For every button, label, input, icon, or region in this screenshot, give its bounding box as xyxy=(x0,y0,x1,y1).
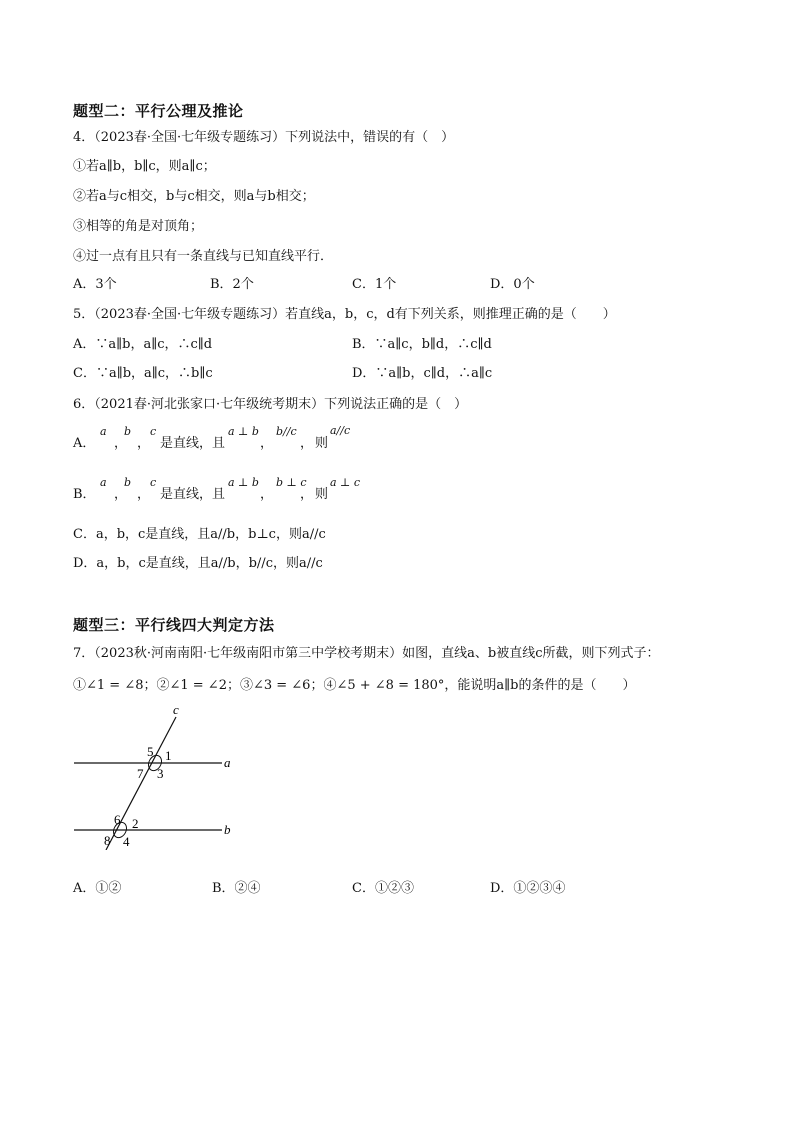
q7-stem: 7．（2023秋·河南南阳·七年级南阳市第三中学校考期末）如图，直线a、b被直线c所截，则下列式子： xyxy=(73,646,660,661)
q6-a-rel1: a ⊥ b xyxy=(228,425,259,438)
q6-b-rel1: a ⊥ b xyxy=(228,476,259,489)
angle-label-4: 4 xyxy=(123,834,130,849)
q6-a-sep-3: ， xyxy=(260,436,274,451)
q4-option-c: C．1个 xyxy=(352,277,397,292)
angle-label-2: 2 xyxy=(132,816,139,831)
q6-option-a-label: A． xyxy=(73,436,96,451)
q6-option-c: C．a，b，c是直线，且a//b，b⊥c，则a//c xyxy=(73,527,326,542)
q6-a-then: 则 xyxy=(315,436,329,451)
label-c: c xyxy=(173,702,179,717)
angle-label-5: 5 xyxy=(147,744,154,759)
q6-b-mid: 是直线，且 xyxy=(160,487,226,502)
q7-option-b: B．②④ xyxy=(212,881,261,896)
q6-a-var-b: b xyxy=(124,425,132,438)
q7-option-a: A．①② xyxy=(73,881,122,896)
q4-item-4: ④过一点有且只有一条直线与已知直线平行． xyxy=(73,249,334,264)
q7-option-d: D．①②③④ xyxy=(490,881,566,896)
q6-b-concl: a ⊥ c xyxy=(330,476,361,489)
angle-label-8: 8 xyxy=(104,833,111,848)
q6-a-sep-4: ， xyxy=(300,436,314,451)
q7-conditions: ①∠1 = ∠8；②∠1 = ∠2；③∠3 = ∠6；④∠5 + ∠8 = 180°，能说明a∥b的条件的是（ ） xyxy=(73,678,636,693)
q4-item-1: ①若a∥b，b∥c，则a∥c； xyxy=(73,159,216,174)
q4-item-2: ②若a与c相交，b与c相交，则a与b相交； xyxy=(73,189,315,204)
q4-item-3: ③相等的角是对顶角； xyxy=(73,219,204,234)
q6-b-var-c: c xyxy=(150,476,157,489)
section-heading-2: 题型二：平行公理及推论 xyxy=(73,102,244,120)
q6-b-var-a: a xyxy=(100,476,107,489)
q6-a-var-c: c xyxy=(150,425,157,438)
q6-b-rel2: b ⊥ c xyxy=(276,476,307,489)
q7-option-c: C．①②③ xyxy=(352,881,414,896)
q5-stem: 5．（2023春·全国·七年级专题练习）若直线a，b，c，d有下列关系，则推理正确的是（ ） xyxy=(73,307,616,322)
angle-label-6: 6 xyxy=(114,812,121,827)
angle-label-7: 7 xyxy=(137,766,144,781)
q4-option-a: A．3个 xyxy=(73,277,117,292)
transversal-figure xyxy=(70,700,250,850)
angle-label-1: 1 xyxy=(165,748,172,763)
q6-b-sep-1: ， xyxy=(114,487,128,502)
q6-b-sep-2: ， xyxy=(137,487,151,502)
q4-option-d: D．0个 xyxy=(490,277,535,292)
q6-option-d: D．a，b，c是直线，且a//b，b//c，则a//c xyxy=(73,556,323,571)
q6-a-sep-2: ， xyxy=(137,436,151,451)
section-heading-3: 题型三：平行线四大判定方法 xyxy=(73,616,275,634)
q6-a-concl: a//c xyxy=(330,424,351,437)
q5-option-c: C．∵a∥b，a∥c，∴b∥c xyxy=(73,366,213,381)
q4-stem: 4．（2023春·全国·七年级专题练习）下列说法中，错误的有（ ） xyxy=(73,130,455,145)
q6-a-mid: 是直线，且 xyxy=(160,436,226,451)
q6-stem: 6．（2021春·河北张家口·七年级统考期末）下列说法正确的是（ ） xyxy=(73,397,468,412)
q6-b-then: 则 xyxy=(315,487,329,502)
label-a: a xyxy=(224,755,231,770)
q6-a-rel2: b//c xyxy=(276,425,297,438)
q6-b-sep-3: ， xyxy=(260,487,274,502)
q6-b-sep-4: ， xyxy=(300,487,314,502)
angle-label-3: 3 xyxy=(157,766,164,781)
q6-a-var-a: a xyxy=(100,425,107,438)
q6-option-b-label: B． xyxy=(73,487,96,502)
label-b: b xyxy=(224,822,231,837)
q6-a-sep-1: ， xyxy=(114,436,128,451)
q5-option-a: A．∵a∥b，a∥c，∴c∥d xyxy=(73,337,213,352)
q6-b-var-b: b xyxy=(124,476,132,489)
q5-option-b: B．∵a∥c，b∥d，∴c∥d xyxy=(352,337,492,352)
q5-option-d: D．∵a∥b，c∥d，∴a∥c xyxy=(352,366,493,381)
q4-option-b: B．2个 xyxy=(210,277,254,292)
